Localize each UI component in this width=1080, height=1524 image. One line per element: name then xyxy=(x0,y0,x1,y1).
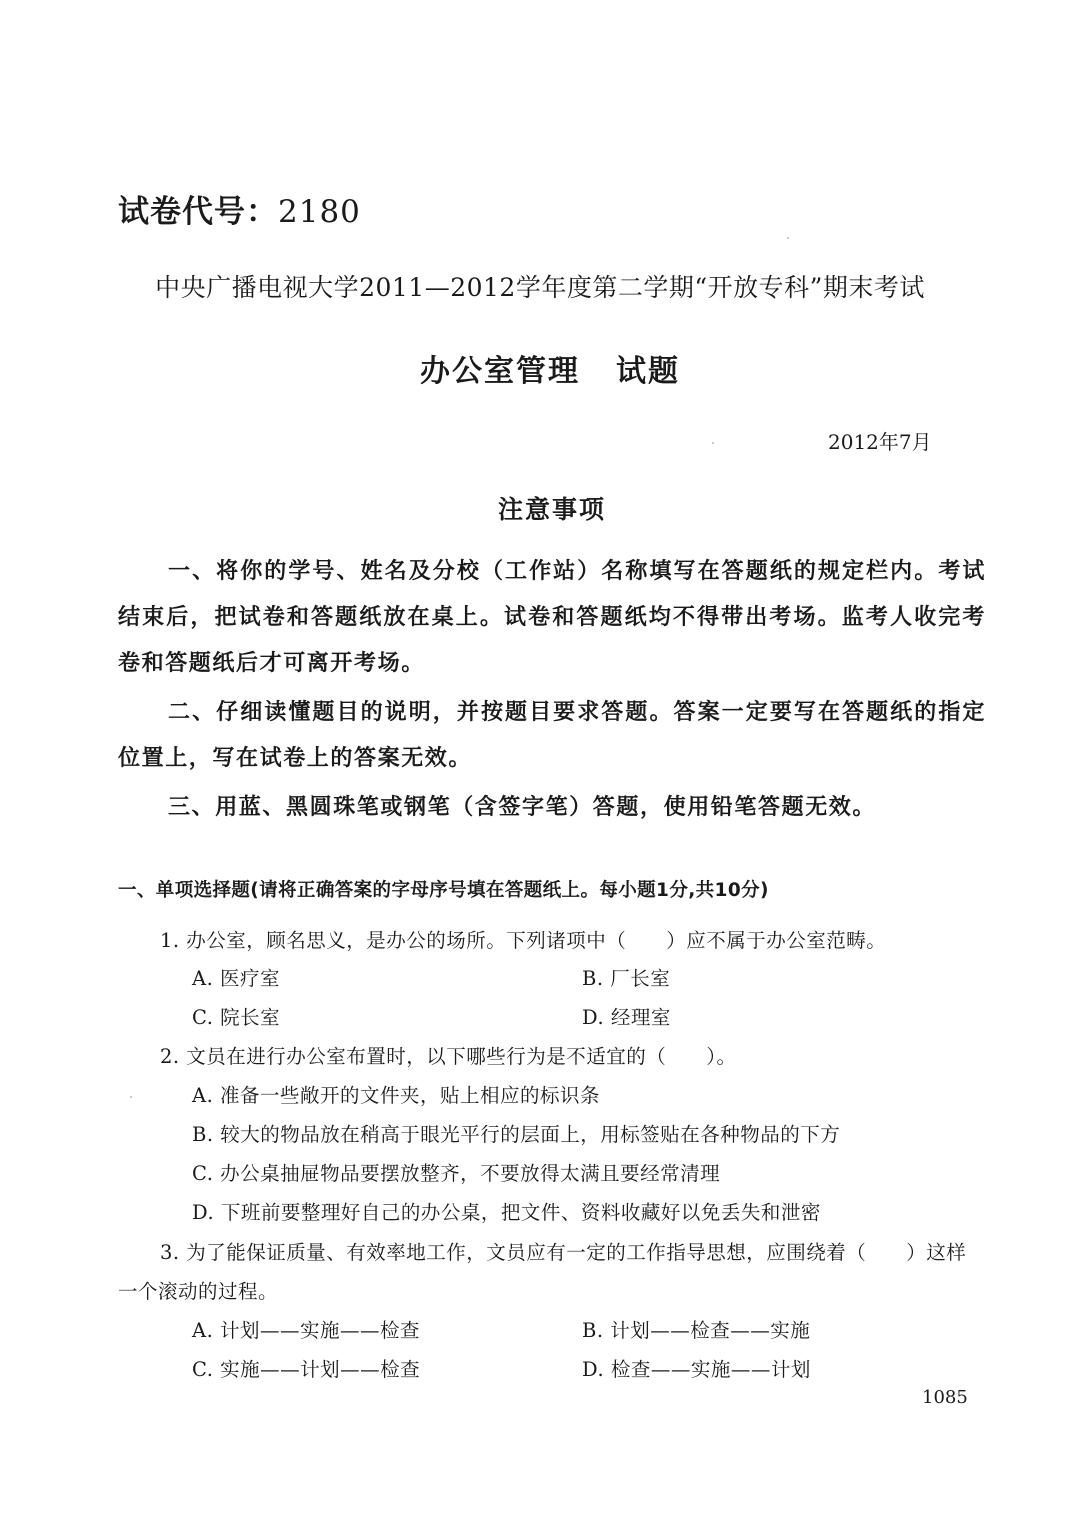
question-option: C. 院长室 xyxy=(192,1006,281,1029)
question-stem-continued: 一个滚动的过程。 xyxy=(118,1280,279,1303)
page-number: 1085 xyxy=(922,1387,968,1408)
exam-code-number: 2180 xyxy=(278,194,361,230)
exam-title: 中央广播电视大学2011—2012学年度第二学期“开放专科”期末考试 xyxy=(155,273,925,302)
question-option: B. 较大的物品放在稍高于眼光平行的层面上，用标签贴在各种物品的下方 xyxy=(192,1123,841,1146)
exam-code-label: 试卷代号： xyxy=(118,194,278,230)
question-option: C. 办公桌抽屉物品要摆放整齐，不要放得太满且要经常清理 xyxy=(192,1162,721,1185)
scan-speck xyxy=(130,1096,132,1098)
question-option: D. 检查——实施——计划 xyxy=(582,1358,811,1381)
question-option: B. 厂长室 xyxy=(582,967,671,990)
notice-item-text: 一、将你的学号、姓名及分校（工作站）名称填写在答题纸的规定栏内。考试结束后，把试卷和答题纸放在桌上。试卷和答题纸均不得带出考场。监考人收完考卷和答题纸后才可离开考场。 xyxy=(118,559,986,676)
question-option: C. 实施——计划——检查 xyxy=(192,1358,421,1381)
exam-code xyxy=(118,186,361,231)
question-option: D. 下班前要整理好自己的办公桌，把文件、资料收藏好以免丢失和泄密 xyxy=(192,1201,821,1224)
notice-item xyxy=(118,690,986,782)
section-heading: 一、单项选择题(请将正确答案的字母序号填在答题纸上。每小题1分,共10分) xyxy=(118,880,769,901)
notice-item-text: 三、用蓝、黑圆珠笔或钢笔（含签字笔）答题，使用铅笔答题无效。 xyxy=(168,795,877,820)
subject-name: 办公室管理 xyxy=(420,354,580,389)
notice-title: 注意事项 xyxy=(497,495,606,524)
question-option: A. 计划——实施——检查 xyxy=(192,1319,420,1342)
question-stem: 1. 办公室，顾名思义，是办公的场所。下列诸项中（ ）应不属于办公室范畴。 xyxy=(160,929,887,952)
question-option: A. 医疗室 xyxy=(192,967,280,990)
question-stem: 3. 为了能保证质量、有效率地工作，文员应有一定的工作指导思想，应围绕着（ ）这样 xyxy=(160,1241,967,1264)
question-option: B. 计划——检查——实施 xyxy=(582,1319,811,1342)
exam-date: 2012年7月 xyxy=(828,430,932,454)
notice-item xyxy=(118,549,986,687)
question-option: D. 经理室 xyxy=(582,1006,671,1029)
subject-title xyxy=(0,346,1080,390)
subject-suffix: 试题 xyxy=(616,354,680,389)
scan-speck xyxy=(787,237,789,239)
question-option: A. 准备一些敞开的文件夹，贴上相应的标识条 xyxy=(192,1084,600,1107)
notice-item xyxy=(118,785,986,831)
scan-speck xyxy=(712,442,714,444)
notice-item-text: 二、仔细读懂题目的说明，并按题目要求答题。答案一定要写在答题纸的指定位置上，写在试卷上的答案无效。 xyxy=(118,700,986,771)
question-stem: 2. 文员在进行办公室布置时，以下哪些行为是不适宜的（ ）。 xyxy=(160,1045,737,1068)
